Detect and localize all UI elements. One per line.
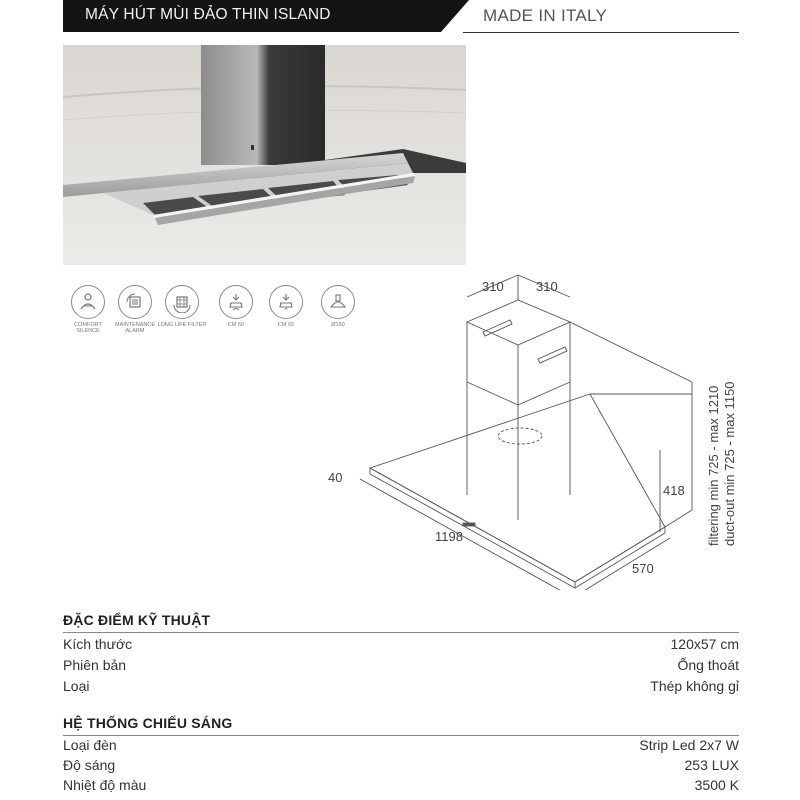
chimney-joint-left [467, 382, 518, 405]
lighting-key: Loại đèn [63, 737, 117, 753]
comfort-silence-icon [71, 285, 105, 319]
lighting-title: HỆ THỐNG CHIẾU SÁNG [63, 715, 233, 731]
lighting-value: 253 LUX [684, 757, 739, 773]
feature-cm65: CM 65 [261, 285, 311, 328]
feature-long-life-filter: LONG LIFE FILTER [157, 285, 207, 328]
feature-outlet-150: Ø150 [313, 285, 363, 328]
header-slant [441, 0, 469, 32]
lighting-key: Độ sáng [63, 757, 116, 773]
canopy-front-face [370, 468, 575, 588]
chimney-joint-right [518, 382, 570, 405]
spec-row [63, 678, 739, 699]
feature-cm50: CM 50 [211, 285, 261, 328]
lighting-value: 3500 K [694, 777, 739, 793]
long-life-filter-icon [165, 285, 199, 319]
feature-comfort-silence: COMFORT SILENCE [63, 285, 113, 334]
dim-label-310-left: 310 [482, 279, 504, 294]
lighting-key: Nhiệt độ màu [63, 777, 147, 793]
spec-value: Ống thoát [677, 657, 739, 673]
spec-divider [63, 632, 739, 633]
dim-label-filtering: filtering min 725 - max 1210 [706, 385, 721, 546]
product-photo [63, 45, 466, 265]
spec-key: Loại [63, 678, 90, 694]
dim-label-1198: 1198 [435, 529, 463, 544]
lighting-row [63, 757, 739, 778]
spec-key: Kích thước [63, 636, 133, 652]
spec-value: 120x57 cm [670, 636, 739, 652]
lighting-divider [63, 735, 739, 736]
header-title-bar [63, 0, 441, 32]
spec-title: ĐẶC ĐIỂM KỸ THUẬT [63, 612, 211, 628]
lighting-row [63, 737, 739, 758]
dim-label-310-right: 310 [536, 279, 558, 294]
spec-row [63, 657, 739, 678]
chimney-top [467, 300, 570, 345]
feature-maintenance-alarm: MAINTENANCE ALARM [110, 285, 160, 334]
dimension-drawing [320, 270, 740, 590]
lighting-row [63, 777, 739, 798]
spec-key: Phiên bản [63, 657, 127, 673]
spec-value: Thép không gỉ [650, 678, 739, 694]
dim-570 [582, 538, 670, 590]
duct-outlet [498, 428, 542, 444]
product-title: MÁY HÚT MÙI ĐẢO THIN ISLAND [85, 6, 331, 23]
lighting-value: Strip Led 2x7 W [639, 737, 739, 753]
vent-slot-right [538, 347, 567, 363]
dim-label-40: 40 [328, 470, 343, 485]
maintenance-alarm-icon [118, 285, 152, 319]
dim-label-418: 418 [663, 483, 685, 498]
cm50-icon [219, 285, 253, 319]
header-divider [463, 32, 739, 33]
dim-label-ductout: duct-out min 725 - max 1150 [722, 381, 737, 546]
control-panel [463, 523, 475, 526]
spec-row [63, 636, 739, 657]
origin-label: MADE IN ITALY [483, 6, 608, 25]
cm65-icon [269, 285, 303, 319]
vent-slot-left [483, 320, 512, 336]
dim-label-570: 570 [632, 561, 654, 576]
